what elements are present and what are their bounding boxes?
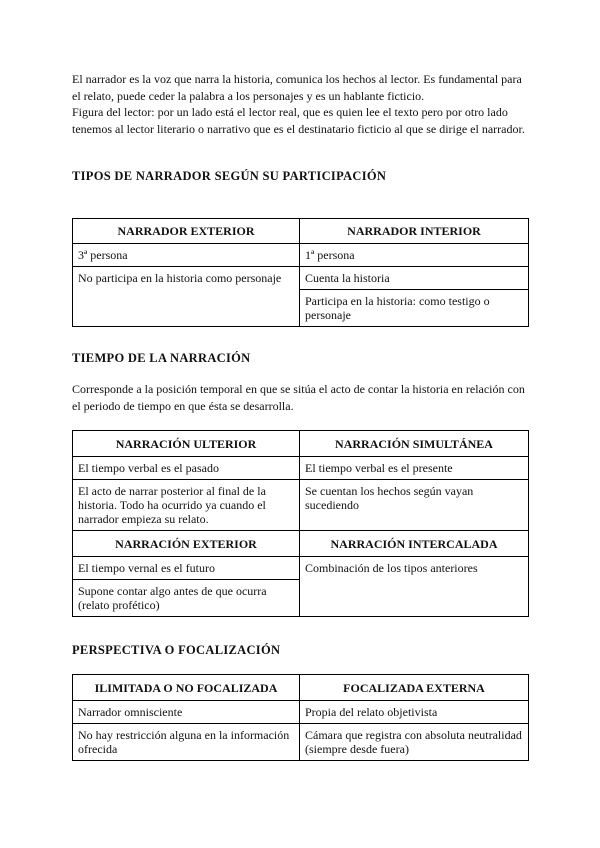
table-header: NARRACIÓN SIMULTÁNEA [300,431,529,457]
section-title-perspectiva: PERSPECTIVA O FOCALIZACIÓN [72,643,281,657]
section-title-tipos-narrador: TIPOS DE NARRADOR SEGÚN SU PARTICIPACIÓN [72,169,387,183]
table-header: NARRADOR EXTERIOR [73,219,300,244]
table-header: NARRACIÓN EXTERIOR [73,531,300,557]
table-cell: El tiempo verbal es el pasado [73,457,300,480]
intro-paragraph-1: El narrador es la voz que narra la historia, comunica los hechos al lector. Es fundamental para el relato, puede ceder la palabra a los personajes y es un hablante ficticio. [72,72,522,103]
table-cell: Se cuentan los hechos según vayan sucediendo [300,480,529,531]
table-cell: Combinación de los tipos anteriores [300,557,529,617]
table-cell: Supone contar algo antes de que ocurra (relato profético) [73,580,300,617]
table-cell: Propia del relato objetivista [300,701,529,724]
section-title-tiempo-narracion: TIEMPO DE LA NARRACIÓN [72,351,251,365]
table-tipos-narrador [72,218,529,327]
table-tiempo-narracion [72,430,529,617]
table-perspectiva [72,674,529,761]
table-header: NARRACIÓN ULTERIOR [73,431,300,457]
table-cell: 3ª persona [73,244,300,267]
intro-paragraph-2: Figura del lector: por un lado está el lector real, que es quien lee el texto pero por otro lado tenemos al lector literario o narrativo que es el destinatario ficticio al que se dirige el narrador. [72,105,525,136]
table-cell: No hay restricción alguna en la información ofrecida [73,724,300,761]
table-cell: Cuenta la historia [300,267,529,290]
table-header: NARRADOR INTERIOR [300,219,529,244]
table-cell: Participa en la historia: como testigo o personaje [300,290,529,327]
section2-intro-text: Corresponde a la posición temporal en que se sitúa el acto de contar la historia en relación con el periodo de tiempo en que ésta se desarrolla. [72,382,525,413]
table-cell: Cámara que registra con absoluta neutralidad (siempre desde fuera) [300,724,529,761]
table-cell: El tiempo vernal es el futuro [73,557,300,580]
table-cell: Narrador omnisciente [73,701,300,724]
section2-intro [72,381,528,414]
intro-text [72,71,528,137]
table-cell: 1ª persona [300,244,529,267]
table-cell: El acto de narrar posterior al final de la historia. Todo ha ocurrido ya cuando el narrador empieza su relato. [73,480,300,531]
table-cell: El tiempo verbal es el presente [300,457,529,480]
table-cell: No participa en la historia como personaje [73,267,300,327]
table-header: NARRACIÓN INTERCALADA [300,531,529,557]
table-header: ILIMITADA O NO FOCALIZADA [73,675,300,701]
table-header: FOCALIZADA EXTERNA [300,675,529,701]
